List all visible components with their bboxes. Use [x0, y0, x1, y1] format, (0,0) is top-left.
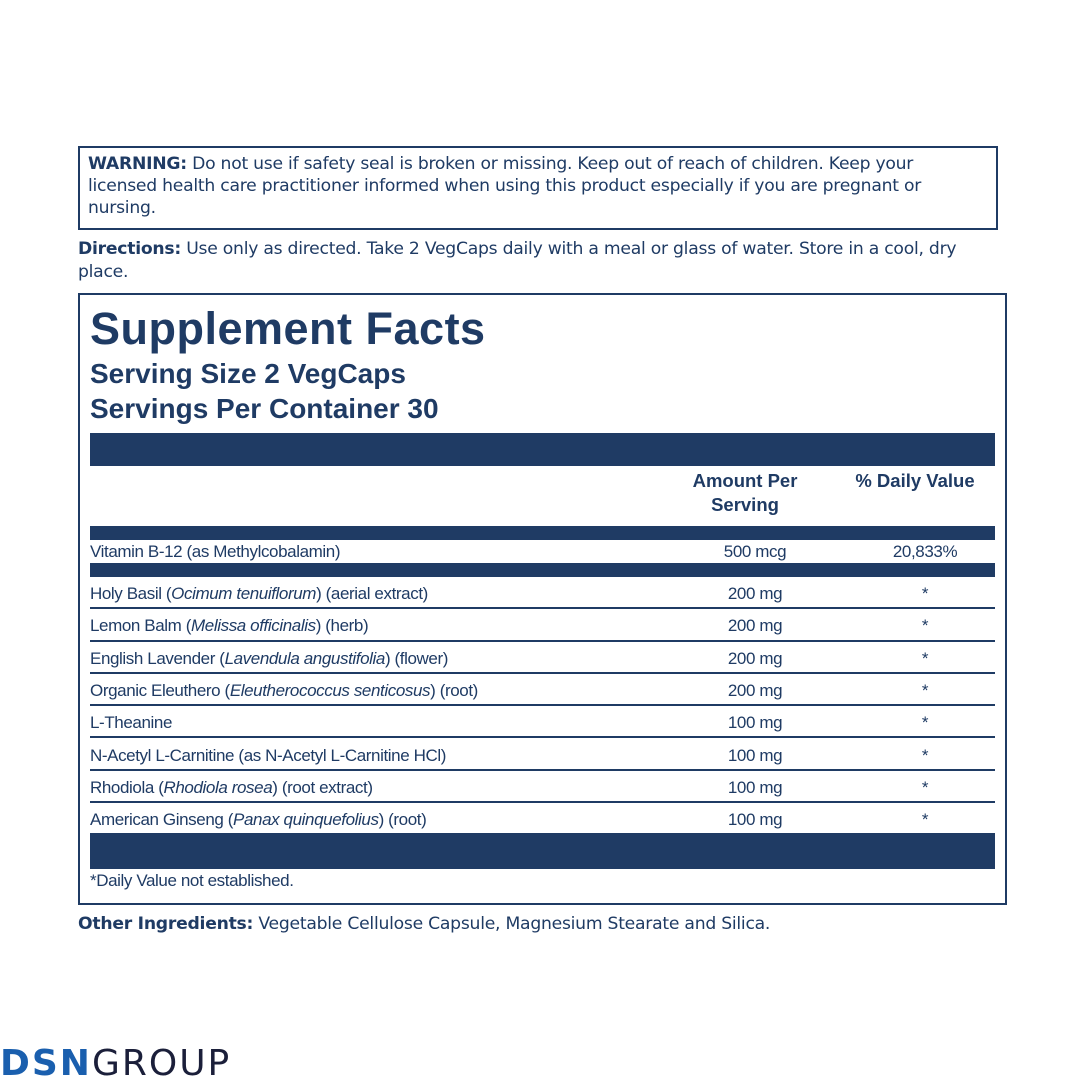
- table-row: [90, 706, 995, 738]
- ingredient-latin-name: Rhodiola rosea: [163, 777, 273, 797]
- table-row: [90, 642, 995, 674]
- ingredient-daily-value: *: [921, 680, 929, 700]
- directions: [78, 238, 1008, 284]
- table-row-vitamin-b12: [90, 540, 995, 563]
- ingredient-amount: 200 mg: [727, 680, 783, 700]
- ingredient-name: Vitamin B-12 (as Methylcobalamin): [90, 542, 341, 561]
- ingredient-name-pre: Rhodiola (: [90, 777, 164, 797]
- ingredient-amount: 200 mg: [727, 584, 783, 603]
- ingredient-name-post: ) (aerial extract): [316, 584, 428, 603]
- footnote: *Daily Value not established.: [90, 871, 294, 890]
- ingredient-name-post: ) (root): [430, 680, 478, 700]
- divider-band: [90, 563, 995, 577]
- col-header-daily-value: % Daily Value: [855, 470, 975, 491]
- ingredient-latin-name: Panax quinquefolius: [233, 810, 379, 830]
- ingredient-name-pre: Holy Basil (: [90, 584, 172, 603]
- directions-label: Directions:: [78, 239, 181, 259]
- ingredient-daily-value: 20,833%: [892, 542, 958, 561]
- table-row: [90, 577, 995, 609]
- ingredient-name-post: ) (root): [378, 810, 427, 830]
- ingredient-amount: 200 mg: [727, 616, 783, 636]
- table-row: [90, 739, 995, 771]
- ingredient-name: [90, 810, 426, 830]
- ingredient-daily-value: *: [921, 584, 929, 603]
- brand-logo-part1: DSN: [0, 1043, 92, 1084]
- other-ingredients-text: Vegetable Cellulose Capsule, Magnesium Stearate and Silica.: [253, 914, 771, 934]
- ingredient-latin-name: Ocimum tenuiflorum: [171, 584, 317, 603]
- header-band: [90, 433, 995, 466]
- ingredient-name-pre: English Lavender (: [90, 648, 225, 668]
- serving-size: Serving Size 2 VegCaps: [90, 358, 406, 389]
- divider-band: [90, 526, 995, 540]
- table-row: [90, 609, 995, 641]
- ingredient-amount: 100 mg: [727, 810, 783, 830]
- ingredient-amount: 100 mg: [727, 713, 783, 733]
- supplement-facts-title: Supplement Facts: [90, 303, 486, 354]
- table-row: [90, 674, 995, 706]
- ingredient-name: [90, 649, 448, 669]
- ingredient-name: [90, 778, 373, 798]
- supplement-facts-panel: [78, 293, 1007, 905]
- ingredient-latin-name: Eleutherococcus senticosus: [229, 680, 431, 700]
- other-ingredients: [78, 912, 1008, 936]
- ingredient-amount: 500 mcg: [723, 542, 787, 561]
- servings-per-container: Servings Per Container 30: [90, 393, 439, 424]
- table-row: [90, 771, 995, 803]
- ingredient-name: [90, 746, 446, 766]
- ingredient-name: [90, 584, 428, 604]
- brand-logo-part2: GROUP: [91, 1043, 232, 1084]
- other-ingredients-label: Other Ingredients:: [78, 914, 254, 934]
- ingredient-name: [90, 616, 368, 636]
- ingredient-daily-value: *: [921, 648, 929, 668]
- ingredient-amount: 200 mg: [727, 648, 783, 668]
- warning-text: Do not use if safety seal is broken or missing. Keep out of reach of children. Keep your licensed health care practitioner informed when using this product especially if you are pregnant or nursing.: [88, 154, 922, 218]
- ingredient-daily-value: *: [921, 713, 929, 733]
- ingredient-latin-name: Melissa officinalis: [191, 616, 316, 636]
- ingredient-amount: 100 mg: [727, 777, 783, 797]
- directions-text: Use only as directed. Take 2 VegCaps daily with a meal or glass of water. Store in a cool, dry place.: [78, 239, 957, 282]
- ingredient-daily-value: *: [921, 616, 929, 636]
- ingredient-name-pre: American Ginseng (: [90, 810, 234, 830]
- ingredient-name-pre: L-Theanine: [90, 713, 173, 733]
- ingredient-name-post: ) (root extract): [272, 777, 373, 797]
- warning-label: WARNING:: [88, 154, 187, 174]
- warning-box: [78, 146, 998, 230]
- ingredient-daily-value: *: [921, 745, 929, 765]
- ingredient-name: [90, 681, 478, 701]
- ingredient-daily-value: *: [921, 777, 929, 797]
- ingredient-name-post: ) (flower): [384, 648, 449, 668]
- brand-logo: [0, 1044, 231, 1084]
- ingredient-name-pre: Lemon Balm (: [90, 616, 192, 636]
- ingredient-name-pre: Organic Eleuthero (: [90, 680, 230, 700]
- col-header-amount: Amount Per Serving: [692, 470, 798, 515]
- ingredient-name: [90, 713, 172, 733]
- ingredient-name-pre: N-Acetyl L-Carnitine (as N-Acetyl L-Carnitine HCl): [90, 745, 446, 765]
- ingredient-name-post: ) (herb): [315, 616, 369, 636]
- ingredient-daily-value: *: [921, 810, 929, 830]
- table-row: [90, 803, 995, 833]
- ingredient-amount: 100 mg: [727, 745, 783, 765]
- footer-band: [90, 833, 995, 869]
- ingredient-latin-name: Lavendula angustifolia: [224, 648, 385, 668]
